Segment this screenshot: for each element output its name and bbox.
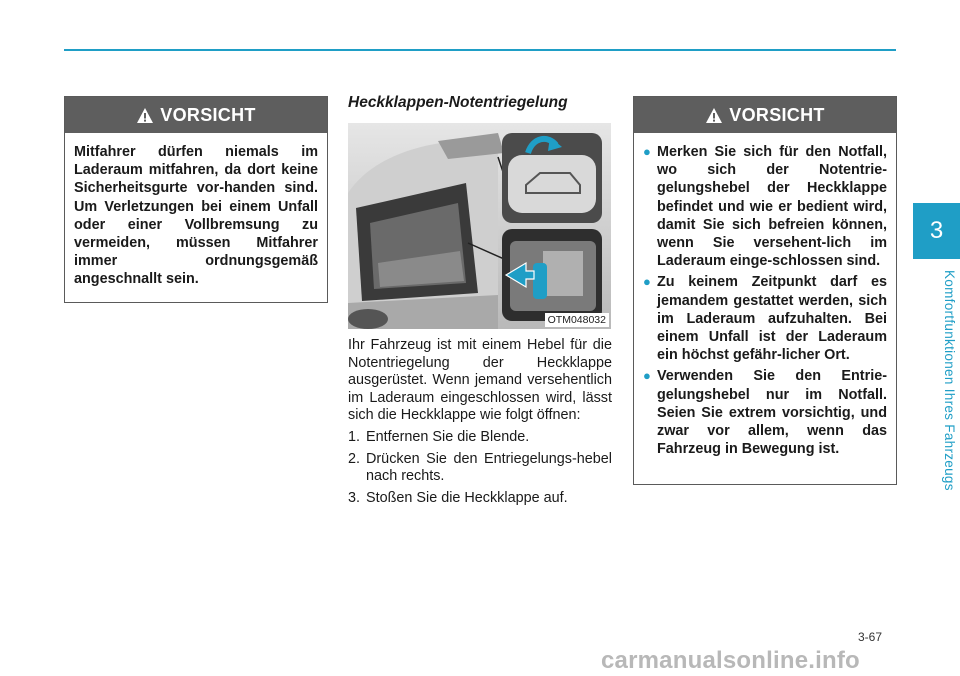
chapter-title: Komfortfunktionen Ihres Fahrzeugs bbox=[942, 270, 957, 491]
caution-item bbox=[643, 273, 887, 364]
watermark: carmanualsonline.info bbox=[601, 647, 860, 674]
step-number: 2. bbox=[348, 450, 361, 467]
caution-item bbox=[643, 143, 887, 270]
section-body bbox=[348, 337, 612, 511]
intro-paragraph: Ihr Fahrzeug ist mit einem Hebel für die Notentriegelung der Heckklappe ausgerüstet. Wenn jemand versehentlich im Laderaum eingeschlossen wird, lässt sich die Heckklappe wie folgt öffnen: bbox=[348, 337, 612, 424]
caution-box-right bbox=[633, 96, 897, 485]
step-item bbox=[348, 490, 612, 508]
chapter-number-tab: 3 bbox=[913, 203, 960, 259]
header-rule bbox=[64, 49, 896, 51]
caution-heading: VORSICHT bbox=[729, 104, 825, 125]
page-number: 3-67 bbox=[858, 630, 883, 644]
step-text: Drücken Sie den Entriegelungs-hebel nach rechts. bbox=[366, 450, 612, 485]
caution-item-text: Merken Sie sich für den Notfall, wo sich der Notentrie-gelungshebel der Heckklappe befindet und wie er bedient wird, damit Sie sich befreien können, wenn Sie versehent-lich im Laderaum einge-schlossen sind. bbox=[657, 144, 887, 270]
step-item bbox=[348, 451, 612, 486]
caution-list bbox=[634, 133, 896, 469]
caution-heading: VORSICHT bbox=[160, 104, 256, 125]
caution-item bbox=[643, 367, 887, 458]
caution-text: Mitfahrer dürfen niemals im Laderaum mitfahren, da dort keine Sicherheitsgurte vor-handen sind. Um Verletzungen bei einem Unfall oder einer Vollbremsung zu vermeiden, müssen Mitfahrer immer ordnungsgemäß angeschnallt sein. bbox=[74, 144, 318, 288]
step-text: Stoßen Sie die Heckklappe auf. bbox=[366, 489, 568, 506]
caution-item-text: Verwenden Sie den Entrie-gelungshebel nur im Notfall. Seien Sie extrem vorsichtig, und zwar vor allem, wenn das Fahrzeug in Bewegung ist. bbox=[657, 368, 887, 458]
step-number: 1. bbox=[348, 428, 361, 445]
caution-header bbox=[65, 97, 327, 133]
bullet-icon: ● bbox=[643, 144, 651, 159]
warning-icon bbox=[136, 107, 154, 124]
step-number: 3. bbox=[348, 489, 361, 506]
caution-box-left bbox=[64, 96, 328, 303]
tailgate-release-figure bbox=[348, 123, 611, 329]
caution-item-text: Zu keinem Zeitpunkt darf es jemandem gestattet werden, sich im Laderaum aufzuhalten. Bei einem Unfall ist der Laderaum ein höchst gefähr-licher Ort. bbox=[657, 274, 887, 364]
bullet-icon: ● bbox=[643, 274, 651, 290]
cargo-area-illustration bbox=[348, 123, 611, 329]
caution-header bbox=[634, 97, 896, 133]
step-item bbox=[348, 429, 612, 447]
step-text: Entfernen Sie die Blende. bbox=[366, 428, 530, 445]
bullet-icon: ● bbox=[643, 368, 651, 384]
section-title: Heckklappen-Notentriegelung bbox=[348, 94, 568, 111]
warning-icon bbox=[705, 107, 723, 124]
figure-code: OTM048032 bbox=[545, 313, 609, 327]
